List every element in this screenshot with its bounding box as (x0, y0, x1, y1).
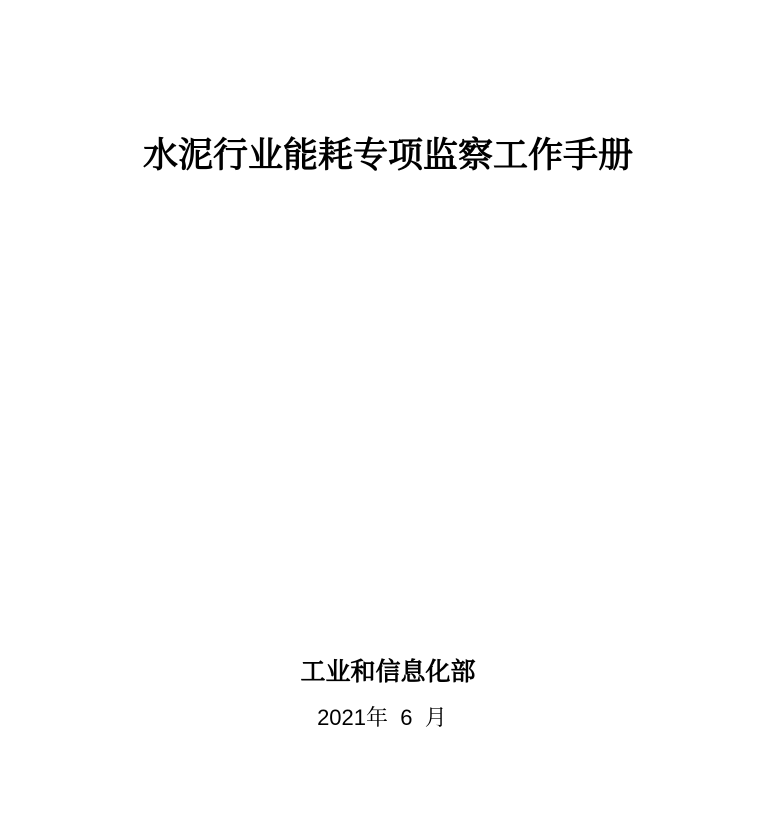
publication-date: 2021年 6 月 (317, 705, 459, 730)
publisher-name: 工业和信息化部 (300, 658, 476, 686)
document-title: 水泥行业能耗专项监察工作手册 (142, 136, 633, 175)
